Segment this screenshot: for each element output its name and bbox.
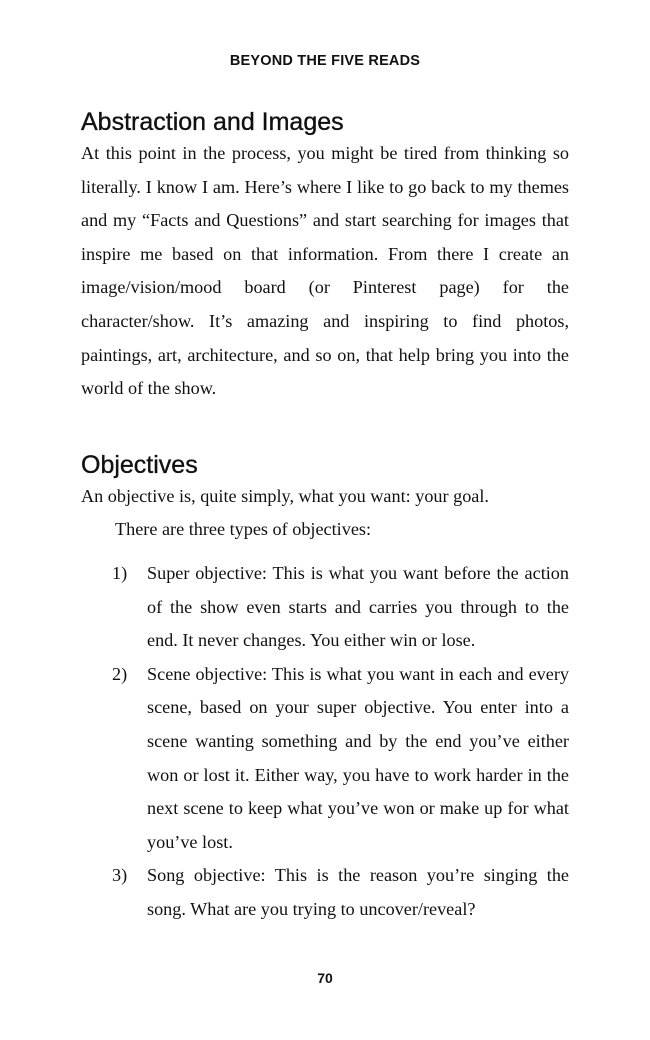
list-item-text: Scene objective: This is what you want in each and every scene, based on your super objective. You enter into a scene wanting something and by the end you’ve either won or lost it. Either way, you have to work harder in the next scene to keep what you’ve won or make up for what you’ve lost. bbox=[147, 663, 569, 852]
running-head: BEYOND THE FIVE READS bbox=[229, 53, 421, 69]
list-item-scene-objective bbox=[81, 658, 569, 860]
objectives-types-paragraph: There are three types of objectives: bbox=[115, 519, 372, 540]
list-item-song-objective bbox=[81, 859, 569, 926]
page-body bbox=[81, 103, 569, 926]
objectives-list bbox=[81, 557, 569, 927]
objectives-intro-paragraph: An objective is, quite simply, what you want: your goal. bbox=[81, 485, 489, 506]
list-number: 2) bbox=[112, 663, 128, 684]
list-item-super-objective bbox=[81, 557, 569, 658]
list-item-text: Song objective: This is the reason you’re singing the song. What are you trying to uncover/reveal? bbox=[147, 865, 569, 919]
abstraction-paragraph: At this point in the process, you might be tired from thinking so literally. I know I am. Here’s where I like to go back to my themes and my “Facts and Questions” and start searching for images that inspire me based on that information. From there I create an image/vision/mood board (or Pinterest page) for the character/show. It’s amazing and inspiring to find photos, paintings, art, architecture, and so on, that help bring you into the world of the show. bbox=[81, 143, 569, 399]
list-number: 1) bbox=[112, 562, 128, 583]
list-item-text: Super objective: This is what you want before the action of the show even starts and carries you through to the end. It never changes. You either win or lose. bbox=[147, 562, 569, 651]
page-number: 70 bbox=[317, 970, 333, 986]
section-heading-objectives: Objectives bbox=[81, 450, 198, 479]
list-number: 3) bbox=[112, 865, 128, 886]
section-heading-abstraction: Abstraction and Images bbox=[81, 108, 344, 136]
